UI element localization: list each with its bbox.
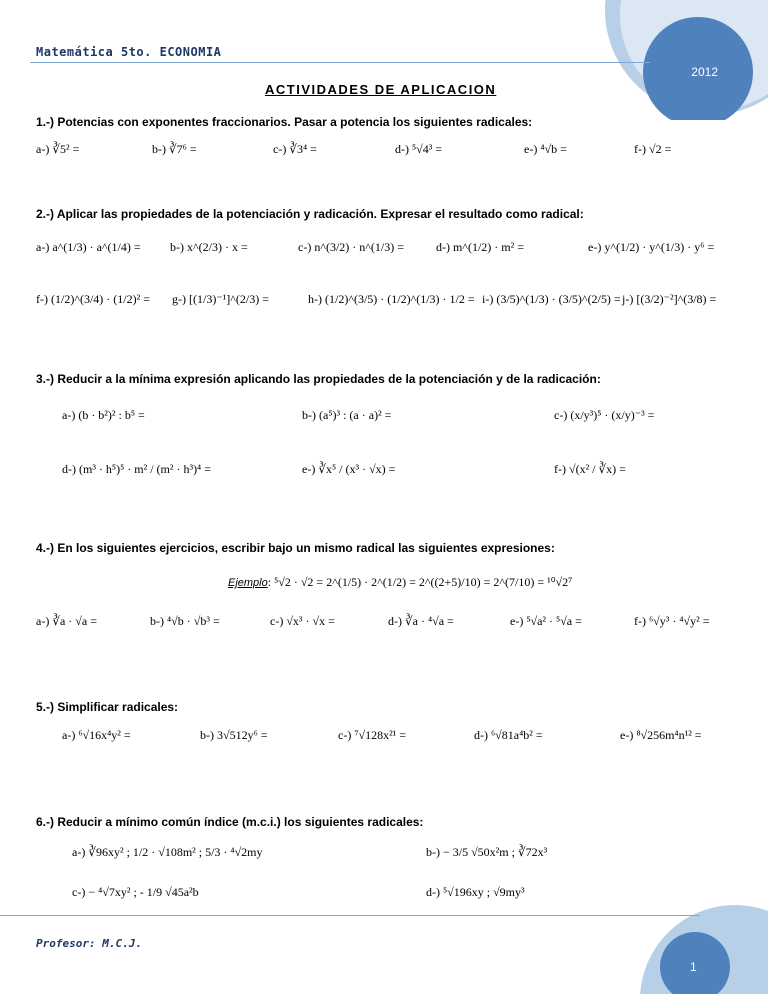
example-label: Ejemplo	[228, 577, 268, 589]
exercise-5c: c-) ⁷√128x²¹ =	[338, 728, 407, 742]
exercise-1b: b-) ∛7⁶ =	[152, 142, 197, 156]
section-3-heading: 3.-) Reducir a la mínima expresión aplicando las propiedades de la potenciación y de la radicación:	[36, 372, 601, 386]
exercise-1d: d-) ⁵√4³ =	[395, 142, 443, 156]
exercise-6b: b-) − 3/5 √50x²m ; ∛72x³	[426, 845, 548, 859]
exercise-4c: c-) √x³ · √x =	[270, 614, 335, 628]
exercise-2h: h-) (1/2)^(3/5) · (1/2)^(1/3) · 1/2 =	[308, 292, 475, 306]
section-6-heading: 6.-) Reducir a mínimo común índice (m.c.i.) los siguientes radicales:	[36, 815, 424, 829]
section-4-heading: 4.-) En los siguientes ejercicios, escribir bajo un mismo radical las siguientes expresiones:	[36, 541, 555, 555]
exercise-6a: a-) ∛96xy² ; 1/2 · √108m² ; 5/3 · ⁴√2my	[72, 845, 263, 859]
section-1-heading: 1.-) Potencias con exponentes fraccionarios. Pasar a potencia los siguientes radicales:	[36, 115, 533, 129]
exercise-1f: f-) √2 =	[634, 142, 672, 156]
page-number: 1	[690, 960, 697, 974]
footer-rule	[0, 915, 700, 916]
exercise-5b: b-) 3√512y⁶ =	[200, 728, 268, 742]
exercise-1a: a-) ∛5² =	[36, 142, 80, 156]
exercise-1e: e-) ⁴√b =	[524, 142, 567, 156]
exercise-2c: c-) n^(3/2) · n^(1/3) =	[298, 240, 404, 254]
exercise-5a: a-) ⁶√16x⁴y² =	[62, 728, 131, 742]
example-line	[228, 575, 572, 590]
exercise-2b: b-) x^(2/3) · x =	[170, 240, 248, 254]
header-rule	[30, 62, 650, 63]
exercise-2g: g-) [(1/3)⁻¹]^(2/3) =	[172, 292, 269, 306]
exercise-3e: e-) ∛x⁵ / (x³ · √x) =	[302, 462, 396, 476]
exercise-3b: b-) (a⁵)³ : (a · a)² =	[302, 408, 392, 422]
exercise-4f: f-) ⁶√y³ · ⁴√y² =	[634, 614, 710, 628]
corner-decoration-bottom	[640, 905, 768, 994]
exercise-3c: c-) (x/y³)⁵ · (x/y)⁻³ =	[554, 408, 655, 422]
section-2-heading: 2.-) Aplicar las propiedades de la potenciación y radicación. Expresar el resultado como radical:	[36, 207, 584, 221]
exercise-4a: a-) ∛a · √a =	[36, 614, 97, 628]
exercise-3f: f-) √(x² / ∛x) =	[554, 462, 626, 476]
exercise-2j: j-) [(3/2)⁻²]^(3/8) =	[622, 292, 717, 306]
exercise-4e: e-) ⁵√a² · ⁵√a =	[510, 614, 582, 628]
exercise-2a: a-) a^(1/3) · a^(1/4) =	[36, 240, 141, 254]
exercise-4b: b-) ⁴√b · √b³ =	[150, 614, 220, 628]
header-title: Matemática 5to. ECONOMIA	[36, 45, 222, 59]
exercise-5d: d-) ⁶√81a⁴b² =	[474, 728, 543, 742]
exercise-2f: f-) (1/2)^(3/4) · (1/2)² =	[36, 292, 150, 306]
professor-credit: Profesor: M.C.J.	[36, 937, 142, 950]
corner-decoration-top	[590, 0, 768, 120]
exercise-2e: e-) y^(1/2) · y^(1/3) · y⁶ =	[588, 240, 715, 254]
exercise-4d: d-) ∛a · ⁴√a =	[388, 614, 454, 628]
exercise-6d: d-) ⁵√196xy ; √9my³	[426, 885, 525, 899]
exercise-6c: c-) − ⁴√7xy² ; - 1/9 √45a²b	[72, 885, 199, 899]
year-badge: 2012	[691, 65, 718, 79]
section-5-heading: 5.-) Simplificar radicales:	[36, 700, 179, 714]
example-expression: : ⁵√2 · √2 = 2^(1/5) · 2^(1/2) = 2^((2+5)/10) = 2^(7/10) = ¹⁰√2⁷	[267, 575, 573, 589]
exercise-2i: i-) (3/5)^(1/3) · (3/5)^(2/5) =	[482, 292, 621, 306]
page-title: ACTIVIDADES DE APLICACION	[265, 82, 497, 97]
exercise-1c: c-) ∛3⁴ =	[273, 142, 317, 156]
exercise-3d: d-) (m³ · h⁵)⁵ · m² / (m² · h³)⁴ =	[62, 462, 212, 476]
exercise-5e: e-) ⁸√256m⁴n¹² =	[620, 728, 702, 742]
exercise-3a: a-) (b · b²)² : b⁵ =	[62, 408, 145, 422]
exercise-2d: d-) m^(1/2) · m² =	[436, 240, 524, 254]
